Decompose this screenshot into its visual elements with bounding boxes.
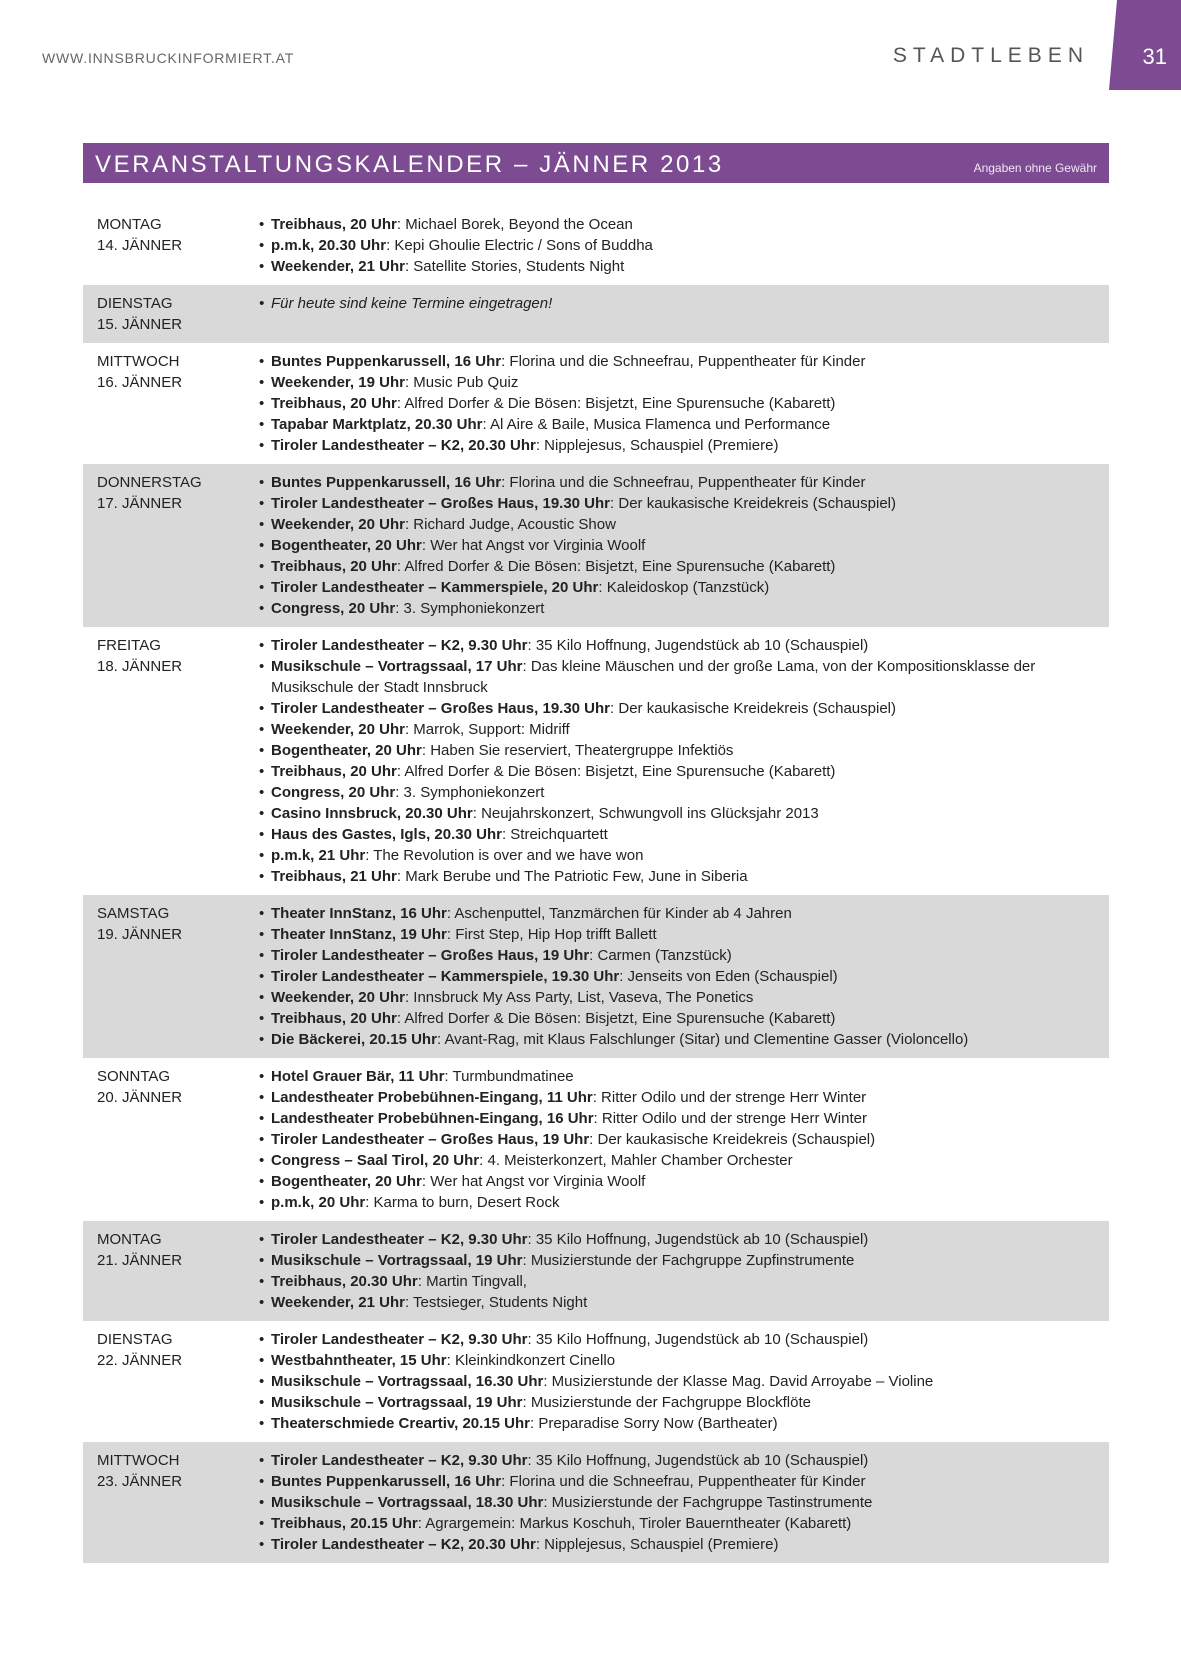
event-venue-time: Treibhaus, 20.15 Uhr bbox=[271, 1515, 418, 1532]
event-item bbox=[257, 1192, 1089, 1213]
bullet-icon: • bbox=[259, 989, 265, 1006]
bullet-icon: • bbox=[259, 495, 265, 512]
event-venue-time: Tiroler Landestheater – Kammerspiele, 19.30 Uhr bbox=[271, 968, 620, 985]
bullet-icon: • bbox=[259, 558, 265, 575]
day-row bbox=[83, 206, 1109, 285]
day-row bbox=[83, 1058, 1109, 1221]
event-description: Für heute sind keine Termine eingetragen! bbox=[271, 295, 553, 312]
event-item bbox=[257, 1392, 1089, 1413]
event-list bbox=[257, 903, 1109, 1050]
event-venue-time: Weekender, 19 Uhr bbox=[271, 374, 405, 391]
event-item bbox=[257, 556, 1089, 577]
event-item bbox=[257, 1008, 1089, 1029]
bullet-icon: • bbox=[259, 1110, 265, 1127]
event-item bbox=[257, 1413, 1089, 1434]
date: 16. JÄNNER bbox=[97, 374, 183, 391]
event-item bbox=[257, 761, 1089, 782]
event-description: : 3. Symphoniekonzert bbox=[395, 784, 545, 801]
event-description: : Der kaukasische Kreidekreis (Schauspiel) bbox=[589, 1131, 876, 1148]
event-item bbox=[257, 1150, 1089, 1171]
date: 18. JÄNNER bbox=[97, 658, 183, 675]
event-venue-time: Treibhaus, 20 Uhr bbox=[271, 558, 397, 575]
event-item bbox=[257, 824, 1089, 845]
event-venue-time: Die Bäckerei, 20.15 Uhr bbox=[271, 1031, 437, 1048]
weekday: SONNTAG bbox=[97, 1068, 171, 1085]
bullet-icon: • bbox=[259, 1352, 265, 1369]
event-description: : Wer hat Angst vor Virginia Woolf bbox=[421, 1173, 646, 1190]
bullet-icon: • bbox=[259, 516, 265, 533]
bullet-icon: • bbox=[259, 868, 265, 885]
event-venue-time: Tapabar Marktplatz, 20.30 Uhr bbox=[271, 416, 483, 433]
event-item bbox=[257, 1350, 1089, 1371]
day-label bbox=[83, 1450, 257, 1555]
banner-title: VERANSTALTUNGSKALENDER – JÄNNER 2013 bbox=[95, 151, 724, 178]
event-item bbox=[257, 535, 1089, 556]
site-url: WWW.INNSBRUCKINFORMIERT.AT bbox=[42, 50, 295, 66]
bullet-icon: • bbox=[259, 721, 265, 738]
event-description: : First Step, Hip Hop trifft Ballett bbox=[446, 926, 657, 943]
event-description: : Avant-Rag, mit Klaus Falschlunger (Sitar) und Clementine Gasser (Violoncello) bbox=[436, 1031, 969, 1048]
day-label bbox=[83, 472, 257, 619]
event-description: : Jenseits von Eden (Schauspiel) bbox=[619, 968, 838, 985]
bullet-icon: • bbox=[259, 353, 265, 370]
event-venue-time: Treibhaus, 20 Uhr bbox=[271, 1010, 397, 1027]
bullet-icon: • bbox=[259, 1394, 265, 1411]
event-list bbox=[257, 214, 1109, 277]
bullet-icon: • bbox=[259, 1536, 265, 1553]
event-item bbox=[257, 351, 1089, 372]
event-venue-time: Musikschule – Vortragssaal, 19 Uhr bbox=[271, 1394, 523, 1411]
event-description: : Michael Borek, Beyond the Ocean bbox=[396, 216, 633, 233]
event-list bbox=[257, 472, 1109, 619]
event-item bbox=[257, 1513, 1089, 1534]
event-description: : Kleinkindkonzert Cinello bbox=[446, 1352, 616, 1369]
event-description: : Music Pub Quiz bbox=[404, 374, 519, 391]
event-item bbox=[257, 1534, 1089, 1555]
event-description: : Martin Tingvall, bbox=[417, 1273, 527, 1290]
day-label bbox=[83, 903, 257, 1050]
bullet-icon: • bbox=[259, 295, 265, 312]
event-venue-time: p.m.k, 20 Uhr bbox=[271, 1194, 366, 1211]
event-item bbox=[257, 966, 1089, 987]
weekday: DONNERSTAG bbox=[97, 474, 202, 491]
page-number: 31 bbox=[1142, 44, 1167, 69]
event-venue-time: Weekender, 21 Uhr bbox=[271, 1294, 405, 1311]
event-venue-time: Buntes Puppenkarussell, 16 Uhr bbox=[271, 474, 502, 491]
bullet-icon: • bbox=[259, 1231, 265, 1248]
event-venue-time: Tiroler Landestheater – K2, 9.30 Uhr bbox=[271, 637, 528, 654]
day-label bbox=[83, 1066, 257, 1213]
weekday: FREITAG bbox=[97, 637, 161, 654]
event-venue-time: Treibhaus, 20.30 Uhr bbox=[271, 1273, 418, 1290]
day-label bbox=[83, 1329, 257, 1434]
event-description: : Satellite Stories, Students Night bbox=[404, 258, 625, 275]
date: 23. JÄNNER bbox=[97, 1473, 183, 1490]
event-description: : Wer hat Angst vor Virginia Woolf bbox=[421, 537, 646, 554]
event-description: : Ritter Odilo und der strenge Herr Winter bbox=[593, 1110, 867, 1127]
event-item bbox=[257, 924, 1089, 945]
bullet-icon: • bbox=[259, 1473, 265, 1490]
weekday: MONTAG bbox=[97, 216, 162, 233]
event-item bbox=[257, 903, 1089, 924]
event-item bbox=[257, 1250, 1089, 1271]
date: 20. JÄNNER bbox=[97, 1089, 183, 1106]
event-description: : Haben Sie reserviert, Theatergruppe Infektiös bbox=[421, 742, 734, 759]
event-description: : Nipplejesus, Schauspiel (Premiere) bbox=[535, 1536, 779, 1553]
bullet-icon: • bbox=[259, 374, 265, 391]
bullet-icon: • bbox=[259, 1068, 265, 1085]
event-item bbox=[257, 214, 1089, 235]
event-description: : 35 Kilo Hoffnung, Jugendstück ab 10 (Schauspiel) bbox=[527, 1331, 869, 1348]
event-description: : Mark Berube und The Patriotic Few, June in Siberia bbox=[396, 868, 748, 885]
event-list bbox=[257, 293, 1109, 335]
day-row bbox=[83, 285, 1109, 343]
event-venue-time: Landestheater Probebühnen-Eingang, 11 Uhr bbox=[271, 1089, 593, 1106]
event-item bbox=[257, 393, 1089, 414]
bullet-icon: • bbox=[259, 742, 265, 759]
event-description: : Streichquartett bbox=[501, 826, 608, 843]
calendar-banner bbox=[83, 143, 1109, 183]
event-description: : Florina und die Schneefrau, Puppentheater für Kinder bbox=[501, 1473, 866, 1490]
bullet-icon: • bbox=[259, 763, 265, 780]
event-item bbox=[257, 256, 1089, 277]
event-description: : Innsbruck My Ass Party, List, Vaseva, The Ponetics bbox=[404, 989, 754, 1006]
event-item bbox=[257, 1450, 1089, 1471]
event-venue-time: Musikschule – Vortragssaal, 17 Uhr bbox=[271, 658, 523, 675]
event-description: : Kepi Ghoulie Electric / Sons of Buddha bbox=[386, 237, 653, 254]
event-venue-time: Haus des Gastes, Igls, 20.30 Uhr bbox=[271, 826, 502, 843]
bullet-icon: • bbox=[259, 1010, 265, 1027]
event-item bbox=[257, 414, 1089, 435]
event-description: : Musizierstunde der Fachgruppe Zupfinstrumente bbox=[522, 1252, 855, 1269]
event-description: : 35 Kilo Hoffnung, Jugendstück ab 10 (Schauspiel) bbox=[527, 1231, 869, 1248]
event-item bbox=[257, 635, 1089, 656]
event-venue-time: Tiroler Landestheater – K2, 20.30 Uhr bbox=[271, 1536, 536, 1553]
event-venue-time: Musikschule – Vortragssaal, 18.30 Uhr bbox=[271, 1494, 544, 1511]
event-list bbox=[257, 1229, 1109, 1313]
event-description: : Florina und die Schneefrau, Puppentheater für Kinder bbox=[501, 353, 866, 370]
event-item bbox=[257, 435, 1089, 456]
event-venue-time: Weekender, 20 Uhr bbox=[271, 721, 405, 738]
event-item bbox=[257, 698, 1089, 719]
bullet-icon: • bbox=[259, 437, 265, 454]
event-item bbox=[257, 1271, 1089, 1292]
event-venue-time: Weekender, 20 Uhr bbox=[271, 516, 405, 533]
event-calendar bbox=[83, 206, 1109, 1563]
event-description: : Der kaukasische Kreidekreis (Schauspiel) bbox=[610, 700, 896, 717]
date: 19. JÄNNER bbox=[97, 926, 183, 943]
date: 14. JÄNNER bbox=[97, 237, 183, 254]
event-item bbox=[257, 472, 1089, 493]
event-item bbox=[257, 1129, 1089, 1150]
event-description: : Agrargemein: Markus Koschuh, Tiroler Bauerntheater (Kabarett) bbox=[417, 1515, 852, 1532]
bullet-icon: • bbox=[259, 947, 265, 964]
bullet-icon: • bbox=[259, 1173, 265, 1190]
event-venue-time: Treibhaus, 20 Uhr bbox=[271, 216, 397, 233]
event-venue-time: Congress – Saal Tirol, 20 Uhr bbox=[271, 1152, 480, 1169]
bullet-icon: • bbox=[259, 1252, 265, 1269]
event-item bbox=[257, 493, 1089, 514]
day-label bbox=[83, 214, 257, 277]
event-item bbox=[257, 866, 1089, 887]
bullet-icon: • bbox=[259, 474, 265, 491]
bullet-icon: • bbox=[259, 805, 265, 822]
event-item bbox=[257, 945, 1089, 966]
bullet-icon: • bbox=[259, 1515, 265, 1532]
section-title: STADTLEBEN bbox=[892, 44, 1089, 67]
event-venue-time: Westbahntheater, 15 Uhr bbox=[271, 1352, 447, 1369]
event-venue-time: Tiroler Landestheater – Großes Haus, 19.30 Uhr bbox=[271, 495, 611, 512]
event-venue-time: Tiroler Landestheater – K2, 9.30 Uhr bbox=[271, 1452, 528, 1469]
day-row bbox=[83, 1221, 1109, 1321]
bullet-icon: • bbox=[259, 847, 265, 864]
event-list bbox=[257, 1329, 1109, 1434]
event-description: : 35 Kilo Hoffnung, Jugendstück ab 10 (Schauspiel) bbox=[527, 1452, 869, 1469]
event-description: : Alfred Dorfer & Die Bösen: Bisjetzt, Eine Spurensuche (Kabarett) bbox=[396, 763, 836, 780]
event-description: : Nipplejesus, Schauspiel (Premiere) bbox=[535, 437, 779, 454]
date: 21. JÄNNER bbox=[97, 1252, 183, 1269]
bullet-icon: • bbox=[259, 1031, 265, 1048]
bullet-icon: • bbox=[259, 826, 265, 843]
date: 17. JÄNNER bbox=[97, 495, 183, 512]
event-description: : 3. Symphoniekonzert bbox=[395, 600, 545, 617]
event-description: : Neujahrskonzert, Schwungvoll ins Glücksjahr 2013 bbox=[472, 805, 819, 822]
event-description: : Marrok, Support: Midriff bbox=[404, 721, 570, 738]
event-item bbox=[257, 740, 1089, 761]
event-description: : 35 Kilo Hoffnung, Jugendstück ab 10 (Schauspiel) bbox=[527, 637, 869, 654]
event-description: : 4. Meisterkonzert, Mahler Chamber Orchester bbox=[479, 1152, 793, 1169]
event-description: : Alfred Dorfer & Die Bösen: Bisjetzt, Eine Spurensuche (Kabarett) bbox=[396, 558, 836, 575]
bullet-icon: • bbox=[259, 237, 265, 254]
event-item bbox=[257, 1108, 1089, 1129]
disclaimer-note: Angaben ohne Gewähr bbox=[973, 161, 1097, 175]
event-venue-time: Tiroler Landestheater – Großes Haus, 19 Uhr bbox=[271, 947, 590, 964]
bullet-icon: • bbox=[259, 968, 265, 985]
bullet-icon: • bbox=[259, 1294, 265, 1311]
bullet-icon: • bbox=[259, 1452, 265, 1469]
bullet-icon: • bbox=[259, 637, 265, 654]
event-venue-time: Tiroler Landestheater – K2, 9.30 Uhr bbox=[271, 1231, 528, 1248]
event-venue-time: Theater InnStanz, 16 Uhr bbox=[271, 905, 447, 922]
event-venue-time: Buntes Puppenkarussell, 16 Uhr bbox=[271, 1473, 502, 1490]
event-venue-time: Weekender, 20 Uhr bbox=[271, 989, 405, 1006]
event-venue-time: Bogentheater, 20 Uhr bbox=[271, 742, 422, 759]
date: 22. JÄNNER bbox=[97, 1352, 183, 1369]
event-venue-time: Treibhaus, 20 Uhr bbox=[271, 395, 397, 412]
bullet-icon: • bbox=[259, 600, 265, 617]
event-venue-time: Tiroler Landestheater – Kammerspiele, 20 Uhr bbox=[271, 579, 599, 596]
event-description: : Carmen (Tanzstück) bbox=[589, 947, 732, 964]
event-item bbox=[257, 598, 1089, 619]
event-description: : Florina und die Schneefrau, Puppentheater für Kinder bbox=[501, 474, 866, 491]
bullet-icon: • bbox=[259, 416, 265, 433]
bullet-icon: • bbox=[259, 1131, 265, 1148]
day-row bbox=[83, 1442, 1109, 1563]
event-venue-time: Theater InnStanz, 19 Uhr bbox=[271, 926, 447, 943]
event-item bbox=[257, 845, 1089, 866]
bullet-icon: • bbox=[259, 905, 265, 922]
event-description: : Preparadise Sorry Now (Bartheater) bbox=[530, 1415, 778, 1432]
event-item bbox=[257, 656, 1089, 698]
event-venue-time: p.m.k, 20.30 Uhr bbox=[271, 237, 387, 254]
event-description: : Musizierstunde der Fachgruppe Tastinstrumente bbox=[543, 1494, 873, 1511]
event-item bbox=[257, 1171, 1089, 1192]
event-venue-time: Bogentheater, 20 Uhr bbox=[271, 1173, 422, 1190]
day-row bbox=[83, 895, 1109, 1058]
weekday: SAMSTAG bbox=[97, 905, 170, 922]
event-description: : Richard Judge, Acoustic Show bbox=[404, 516, 616, 533]
bullet-icon: • bbox=[259, 537, 265, 554]
bullet-icon: • bbox=[259, 926, 265, 943]
bullet-icon: • bbox=[259, 1194, 265, 1211]
bullet-icon: • bbox=[259, 1331, 265, 1348]
event-description: : The Revolution is over and we have won bbox=[365, 847, 644, 864]
event-description: : Testsieger, Students Night bbox=[404, 1294, 588, 1311]
bullet-icon: • bbox=[259, 1089, 265, 1106]
event-item bbox=[257, 1087, 1089, 1108]
event-list bbox=[257, 635, 1109, 887]
event-venue-time: Musikschule – Vortragssaal, 19 Uhr bbox=[271, 1252, 523, 1269]
bullet-icon: • bbox=[259, 1273, 265, 1290]
event-description: : Turmbundmatinee bbox=[444, 1068, 574, 1085]
weekday: DIENSTAG bbox=[97, 1331, 173, 1348]
event-item bbox=[257, 577, 1089, 598]
event-venue-time: Treibhaus, 21 Uhr bbox=[271, 868, 397, 885]
bullet-icon: • bbox=[259, 216, 265, 233]
event-description: : Alfred Dorfer & Die Bösen: Bisjetzt, Eine Spurensuche (Kabarett) bbox=[396, 1010, 836, 1027]
event-item bbox=[257, 1329, 1089, 1350]
day-row bbox=[83, 627, 1109, 895]
event-item bbox=[257, 235, 1089, 256]
event-venue-time: Landestheater Probebühnen-Eingang, 16 Uhr bbox=[271, 1110, 594, 1127]
day-label bbox=[83, 293, 257, 335]
event-item bbox=[257, 803, 1089, 824]
bullet-icon: • bbox=[259, 1494, 265, 1511]
bullet-icon: • bbox=[259, 658, 265, 675]
date: 15. JÄNNER bbox=[97, 316, 183, 333]
event-description: : Der kaukasische Kreidekreis (Schauspiel) bbox=[610, 495, 896, 512]
event-list bbox=[257, 1066, 1109, 1213]
event-description: : Karma to burn, Desert Rock bbox=[365, 1194, 560, 1211]
event-description: : Kaleidoskop (Tanzstück) bbox=[598, 579, 770, 596]
day-row bbox=[83, 464, 1109, 627]
bullet-icon: • bbox=[259, 1415, 265, 1432]
event-venue-time: Congress, 20 Uhr bbox=[271, 600, 396, 617]
bullet-icon: • bbox=[259, 1373, 265, 1390]
event-item bbox=[257, 1292, 1089, 1313]
event-venue-time: Tiroler Landestheater – K2, 9.30 Uhr bbox=[271, 1331, 528, 1348]
event-item bbox=[257, 1029, 1089, 1050]
event-item bbox=[257, 1471, 1089, 1492]
bullet-icon: • bbox=[259, 1152, 265, 1169]
weekday: MONTAG bbox=[97, 1231, 162, 1248]
event-item bbox=[257, 293, 1089, 314]
event-venue-time: Hotel Grauer Bär, 11 Uhr bbox=[271, 1068, 445, 1085]
event-item bbox=[257, 782, 1089, 803]
day-row bbox=[83, 1321, 1109, 1442]
event-description: : Musizierstunde der Klasse Mag. David Arroyabe – Violine bbox=[543, 1373, 934, 1390]
event-item bbox=[257, 987, 1089, 1008]
event-description: : Al Aire & Baile, Musica Flamenca und Performance bbox=[482, 416, 831, 433]
event-venue-time: Theaterschmiede Creartiv, 20.15 Uhr bbox=[271, 1415, 531, 1432]
day-label bbox=[83, 1229, 257, 1313]
event-description: : Aschenputtel, Tanzmärchen für Kinder ab 4 Jahren bbox=[446, 905, 792, 922]
event-venue-time: Buntes Puppenkarussell, 16 Uhr bbox=[271, 353, 502, 370]
event-item bbox=[257, 1066, 1089, 1087]
event-item bbox=[257, 514, 1089, 535]
event-venue-time: Tiroler Landestheater – K2, 20.30 Uhr bbox=[271, 437, 536, 454]
event-venue-time: Treibhaus, 20 Uhr bbox=[271, 763, 397, 780]
day-label bbox=[83, 351, 257, 456]
event-item bbox=[257, 372, 1089, 393]
event-description: : Ritter Odilo und der strenge Herr Winter bbox=[592, 1089, 867, 1106]
weekday: DIENSTAG bbox=[97, 295, 173, 312]
event-item bbox=[257, 1492, 1089, 1513]
event-description: : Alfred Dorfer & Die Bösen: Bisjetzt, Eine Spurensuche (Kabarett) bbox=[396, 395, 836, 412]
event-item bbox=[257, 1371, 1089, 1392]
event-venue-time: Congress, 20 Uhr bbox=[271, 784, 396, 801]
event-venue-time: Casino Innsbruck, 20.30 Uhr bbox=[271, 805, 473, 822]
event-venue-time: Weekender, 21 Uhr bbox=[271, 258, 405, 275]
bullet-icon: • bbox=[259, 258, 265, 275]
event-venue-time: p.m.k, 21 Uhr bbox=[271, 847, 366, 864]
bullet-icon: • bbox=[259, 579, 265, 596]
event-description: : Das kleine Mäuschen und der große Lama, von der Kompositionsklasse der Musikschule der Stadt Innsbruck bbox=[271, 658, 1036, 696]
bullet-icon: • bbox=[259, 395, 265, 412]
event-venue-time: Bogentheater, 20 Uhr bbox=[271, 537, 422, 554]
weekday: MITTWOCH bbox=[97, 353, 180, 370]
event-item bbox=[257, 719, 1089, 740]
event-venue-time: Tiroler Landestheater – Großes Haus, 19.30 Uhr bbox=[271, 700, 611, 717]
day-row bbox=[83, 343, 1109, 464]
event-list bbox=[257, 1450, 1109, 1555]
event-venue-time: Musikschule – Vortragssaal, 16.30 Uhr bbox=[271, 1373, 544, 1390]
weekday: MITTWOCH bbox=[97, 1452, 180, 1469]
bullet-icon: • bbox=[259, 784, 265, 801]
bullet-icon: • bbox=[259, 700, 265, 717]
event-item bbox=[257, 1229, 1089, 1250]
event-list bbox=[257, 351, 1109, 456]
event-venue-time: Tiroler Landestheater – Großes Haus, 19 Uhr bbox=[271, 1131, 590, 1148]
event-description: : Musizierstunde der Fachgruppe Blockflöte bbox=[522, 1394, 811, 1411]
day-label bbox=[83, 635, 257, 887]
